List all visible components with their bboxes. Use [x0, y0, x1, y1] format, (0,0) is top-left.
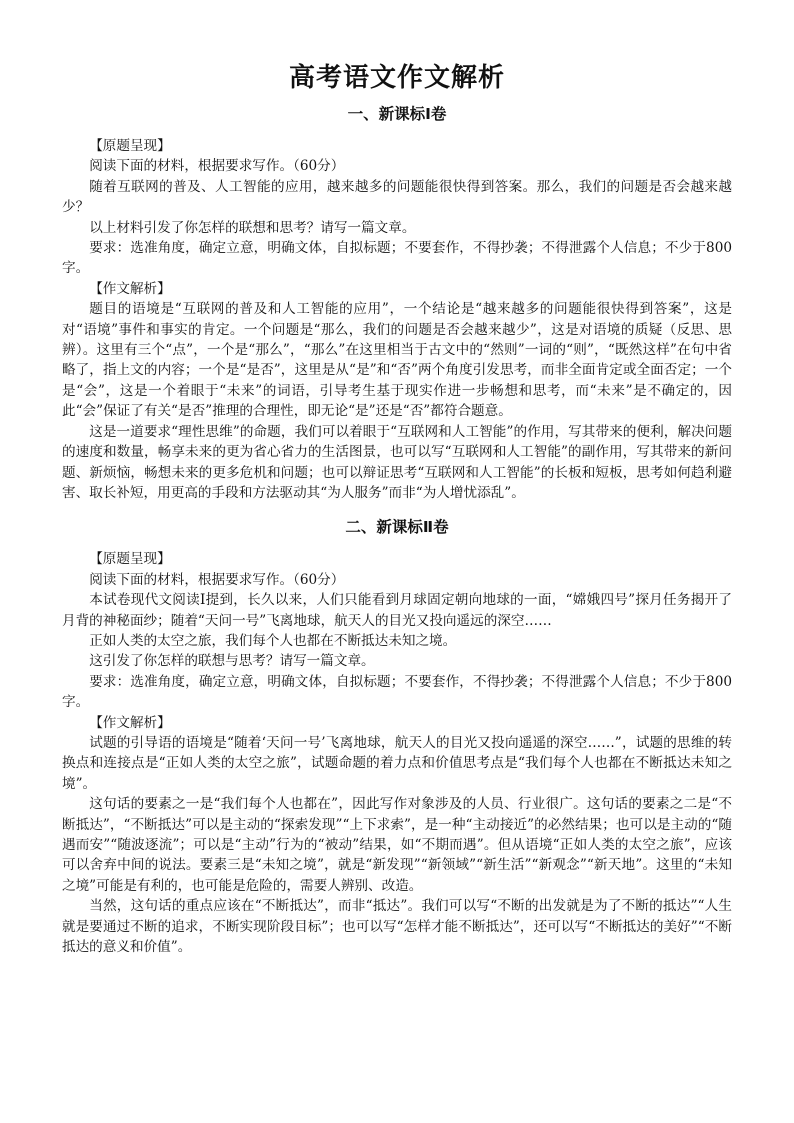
paragraph: 正如人类的太空之旅，我们每个人也都在不断抵达未知之境。: [89, 632, 457, 649]
paragraph: 【原题呈现】: [89, 138, 171, 154]
document-title: 高考语文作文解析: [288, 63, 505, 93]
paragraph: 【作文解析】: [89, 714, 171, 731]
paragraph: 这是一道要求“理性思维”的命题，我们可以着眼于“互联网和人工智能”的作用，写其带来的便利，解决问题的速度和数量，畅享未来的更为省心省力的生活图景，也可以写“互联网和人工智能”的副作用，写其带来的新问题、新烦恼，畅想未来的更多危机和问题；也可以辩证思考“互联网和人工智能”的长板和短板，思考如何趋利避害、取长补短，用更高的手段和方法驱动其“为人服务”而非“为人增忧添乱”。: [62, 423, 732, 501]
paragraph: 题目的语境是“互联网的普及和人工智能的应用”，一个结论是“越来越多的问题能很快得到答案”，这是对“语境”事件和事实的肯定。一个问题是“那么，我们的问题是否会越来越少”，这是对语境的质疑（反思、思辨）。这里有三个“点”，一个是“那么”，“那么”在这里相当于古文中的“然则”一词的“则”，“既然这样”在句中省略了，指上文的内容；一个是“是否”，这里是从“是”和“否”两个角度引发思考，而非全面肯定或全面否定；一个是“会”，这是一个着眼于“未来”的词语，引导考生基于现实作进一步畅想和思考，而“未来”是不确定的，因此“会”保证了有关“是否”推理的合理性，即无论“是”还是“否”都符合题意。: [62, 301, 732, 420]
paragraph: 当然，这句话的重点应该在“不断抵达”，而非“抵达”。我们可以写“不断的出发就是为了不断的抵达”“人生就是要通过不断的追求，不断实现阶段目标”；也可以写“怎样才能不断抵达”，还可以写“不断抵达的美好”“不断抵达的意义和价值”。: [62, 898, 732, 956]
paragraph: 本试卷现代文阅读Ⅰ提到，长久以来，人们只能看到月球固定朝向地球的一面，“嫦娥四号”探月任务揭开了月背的神秘面纱；随着“天问一号”飞离地球，航天人的目光又投向遥远的深空……: [62, 592, 732, 629]
paragraph: 阅读下面的材料，根据要求写作。（60分）: [89, 571, 345, 588]
paragraph: 要求：选准角度，确定立意，明确文体，自拟标题；不要套作，不得抄袭；不得泄露个人信息；不少于800字。: [62, 673, 732, 711]
paragraph: 【原题呈现】: [89, 551, 171, 568]
paragraph: 随着互联网的普及、人工智能的应用，越来越多的问题能很快得到答案。那么，我们的问题是否会越来越少？: [62, 178, 732, 216]
paragraph: 试题的引导语的语境是“随着‘天问一号’飞离地球，航天人的目光又投向遥遥的深空……”，试题的思维的转换点和连接点是“正如人类的太空之旅”，试题命题的着力点和价值思考点是“我们每个人也都在不断抵达未知之境”。: [62, 734, 732, 792]
section-1: [62, 102, 732, 503]
paragraph: 要求：选准角度，确定立意，明确文体，自拟标题；不要套作，不得抄袭；不得泄露个人信息；不少于800字。: [62, 240, 732, 277]
paragraph: 阅读下面的材料，根据要求写作。（60分）: [89, 158, 345, 175]
paragraph: 【作文解析】: [89, 280, 171, 297]
paragraph: 以上材料引发了你怎样的联想和思考？请写一篇文章。: [89, 219, 416, 236]
section-2: [62, 515, 732, 957]
section-heading: 二、新课标Ⅱ卷: [345, 518, 449, 537]
section-heading: 一、新课标Ⅰ卷: [347, 105, 447, 123]
paragraph: 这引发了你怎样的联想与思考？请写一篇文章。: [89, 653, 375, 670]
paragraph: 这句话的要素之一是“我们每个人也都在”，因此写作对象涉及的人员、行业很广。这句话的要素之二是“不断抵达”，“不断抵达”可以是主动的“探索发现”“上下求索”，是一种“主动接近”的必然结果；也可以是主动的“随遇而安”“随波逐流”；可以是“主动”行为的“被动”结果，如“不期而遇”。但从语境“正如人类的太空之旅”，应该可以舍弃中间的说法。要素三是“未知之境”，就是“新发现”“新领域”“新生活”“新观念”“新天地”。这里的“未知之境”可能是有利的，也可能是危险的，需要人辨别、改造。: [62, 796, 732, 894]
